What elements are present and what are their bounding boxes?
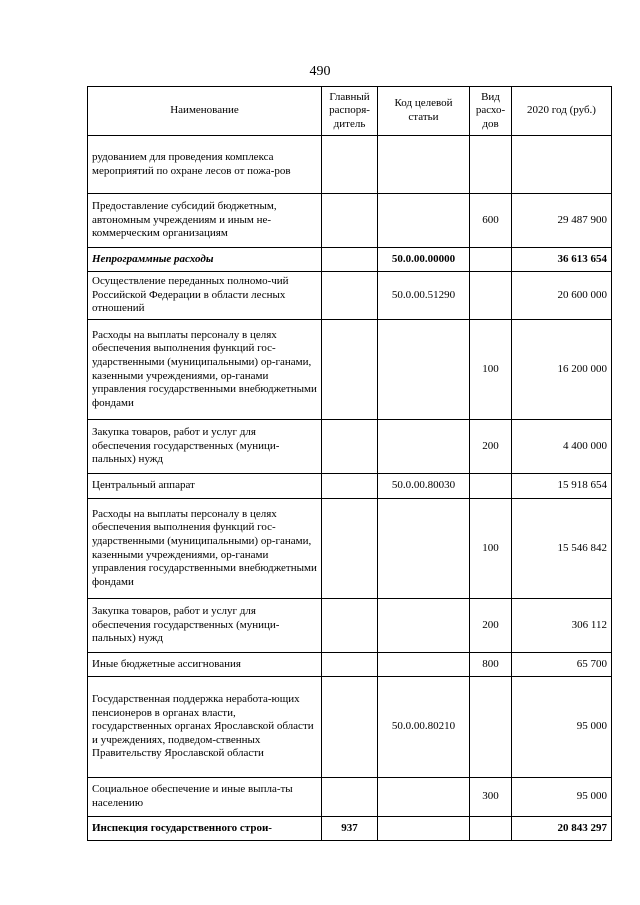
row-grbs bbox=[322, 320, 378, 420]
row-kind: 200 bbox=[470, 599, 512, 653]
row-sum: 95 000 bbox=[512, 778, 612, 817]
row-grbs bbox=[322, 677, 378, 778]
row-grbs: 937 bbox=[322, 817, 378, 841]
table-row bbox=[88, 778, 612, 817]
table-row bbox=[88, 136, 612, 194]
row-sum: 20 600 000 bbox=[512, 272, 612, 320]
row-kind: 100 bbox=[470, 499, 512, 599]
row-code bbox=[378, 420, 470, 474]
row-kind: 200 bbox=[470, 420, 512, 474]
row-code: 50.0.00.80210 bbox=[378, 677, 470, 778]
row-grbs bbox=[322, 653, 378, 677]
row-kind bbox=[470, 136, 512, 194]
row-kind: 300 bbox=[470, 778, 512, 817]
table-row bbox=[88, 474, 612, 499]
row-name: Непрограммные расходы bbox=[88, 248, 322, 272]
header-code: Код целевой статьи bbox=[378, 87, 470, 136]
row-sum bbox=[512, 136, 612, 194]
row-name: Осуществление переданных полномо-чий Российской Федерации в области лесных отношений bbox=[88, 272, 322, 320]
row-kind bbox=[470, 677, 512, 778]
row-name: Социальное обеспечение и иные выпла-ты населению bbox=[88, 778, 322, 817]
row-name: Центральный аппарат bbox=[88, 474, 322, 499]
row-sum: 306 112 bbox=[512, 599, 612, 653]
row-code: 50.0.00.80030 bbox=[378, 474, 470, 499]
table-header-row bbox=[88, 87, 612, 136]
row-grbs bbox=[322, 194, 378, 248]
table-row bbox=[88, 599, 612, 653]
row-name: Закупка товаров, работ и услуг для обеспечения государственных (муници-пальных) нужд bbox=[88, 599, 322, 653]
row-sum: 4 400 000 bbox=[512, 420, 612, 474]
row-grbs bbox=[322, 599, 378, 653]
row-sum: 15 918 654 bbox=[512, 474, 612, 499]
row-code bbox=[378, 599, 470, 653]
row-sum: 20 843 297 bbox=[512, 817, 612, 841]
row-sum: 15 546 842 bbox=[512, 499, 612, 599]
row-grbs bbox=[322, 136, 378, 194]
table-row bbox=[88, 272, 612, 320]
row-grbs bbox=[322, 272, 378, 320]
table-row bbox=[88, 248, 612, 272]
page-number: 490 bbox=[309, 64, 331, 79]
row-code: 50.0.00.00000 bbox=[378, 248, 470, 272]
row-code bbox=[378, 499, 470, 599]
row-sum: 95 000 bbox=[512, 677, 612, 778]
row-grbs bbox=[322, 499, 378, 599]
row-grbs bbox=[322, 248, 378, 272]
header-sum: 2020 год (руб.) bbox=[512, 87, 612, 136]
header-kind: Вид расхо-дов bbox=[470, 87, 512, 136]
row-sum: 29 487 900 bbox=[512, 194, 612, 248]
budget-table bbox=[87, 86, 612, 841]
table-row bbox=[88, 817, 612, 841]
row-name: Расходы на выплаты персоналу в целях обеспечения выполнения функций гос-ударственными (муниципальными) ор-ганами, казенными учреждениями, ор-ганами управления государственными внебюджетными фондами bbox=[88, 499, 322, 599]
row-code bbox=[378, 320, 470, 420]
row-name: Предоставление субсидий бюджетным, автономным учреждениям и иным не-коммерческим организациям bbox=[88, 194, 322, 248]
row-code bbox=[378, 778, 470, 817]
row-name: Закупка товаров, работ и услуг для обеспечения государственных (муници-пальных) нужд bbox=[88, 420, 322, 474]
row-code bbox=[378, 653, 470, 677]
header-name: Наименование bbox=[88, 87, 322, 136]
row-grbs bbox=[322, 778, 378, 817]
row-kind bbox=[470, 474, 512, 499]
row-name: Государственная поддержка неработа-ющих пенсионеров в органах власти, государственных органах Ярославской области и учреждениях, подведом-ственных Правительству Ярославской области bbox=[88, 677, 322, 778]
table-row bbox=[88, 499, 612, 599]
row-name: Инспекция государственного строи- bbox=[88, 817, 322, 841]
table-row bbox=[88, 420, 612, 474]
table-row bbox=[88, 194, 612, 248]
row-kind: 100 bbox=[470, 320, 512, 420]
row-kind: 800 bbox=[470, 653, 512, 677]
row-sum: 16 200 000 bbox=[512, 320, 612, 420]
row-sum: 65 700 bbox=[512, 653, 612, 677]
row-code: 50.0.00.51290 bbox=[378, 272, 470, 320]
row-kind bbox=[470, 272, 512, 320]
row-code bbox=[378, 136, 470, 194]
table-row bbox=[88, 320, 612, 420]
row-name: Иные бюджетные ассигнования bbox=[88, 653, 322, 677]
row-name: Расходы на выплаты персоналу в целях обеспечения выполнения функций гос-ударственными (муниципальными) ор-ганами, казенными учреждениями, ор-ганами управления государственными внебюджетными фондами bbox=[88, 320, 322, 420]
table-row bbox=[88, 653, 612, 677]
row-kind: 600 bbox=[470, 194, 512, 248]
header-grbs: Главный распоря-дитель bbox=[322, 87, 378, 136]
row-sum: 36 613 654 bbox=[512, 248, 612, 272]
row-code bbox=[378, 817, 470, 841]
table-row bbox=[88, 677, 612, 778]
row-code bbox=[378, 194, 470, 248]
row-name: рудованием для проведения комплекса мероприятий по охране лесов от пожа-ров bbox=[88, 136, 322, 194]
row-kind bbox=[470, 248, 512, 272]
row-grbs bbox=[322, 420, 378, 474]
row-grbs bbox=[322, 474, 378, 499]
row-kind bbox=[470, 817, 512, 841]
